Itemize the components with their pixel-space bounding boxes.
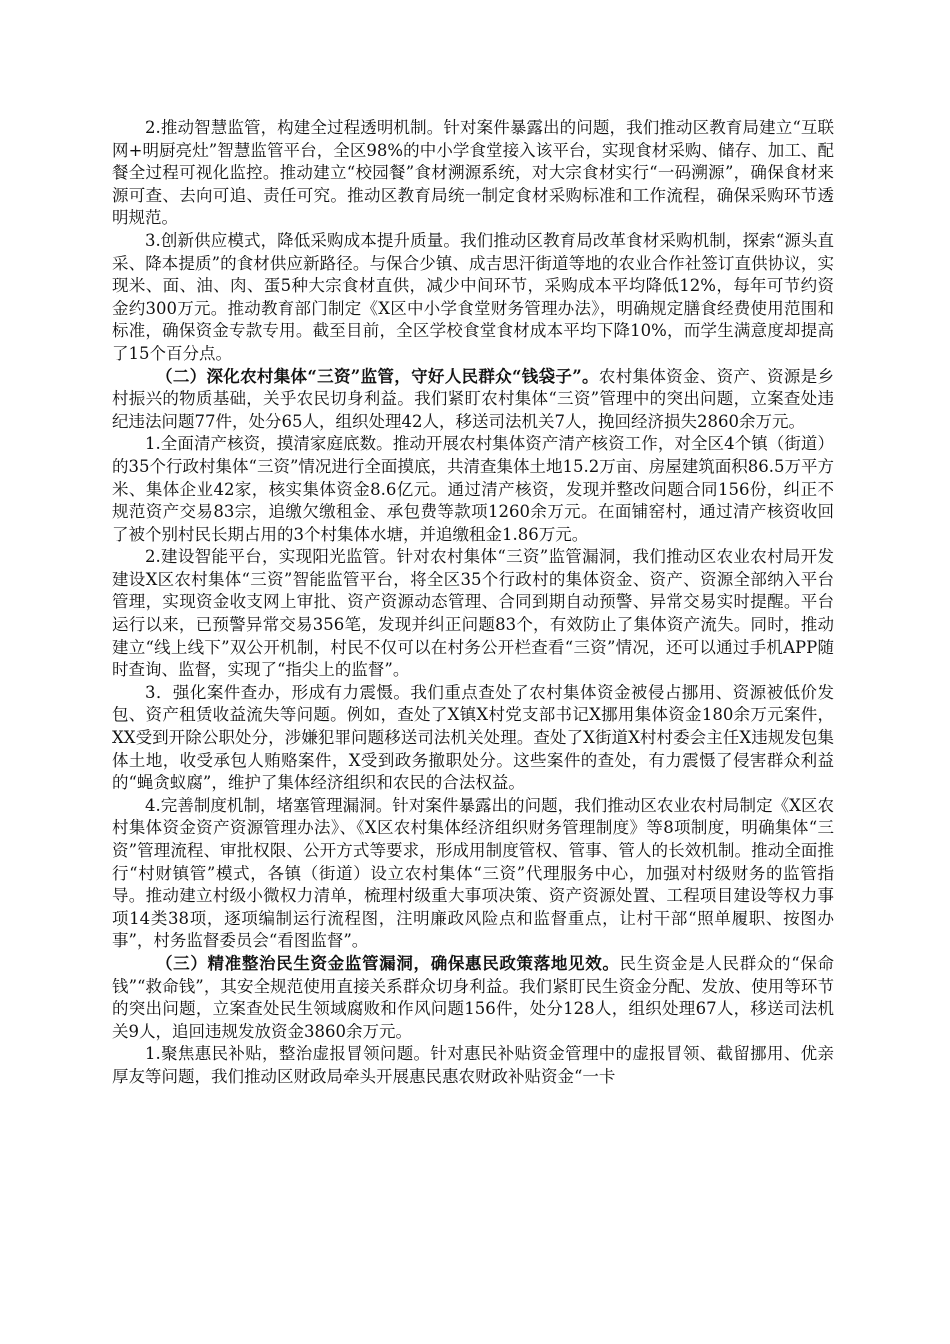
document-page (112, 117, 834, 1089)
paragraph-smart-platform: 2.建设智能平台，实现阳光监管。针对农村集体“三资”监管漏洞，我们推动区农业农村局开发建设X区农村集体“三资”智能监管平台，将全区35个行政村的集体资金、资产、资源全部纳入平台管理，实现资金收支网上审批、资产资源动态管理、合同到期自动预警、异常交易实时提醒。平台运行以来，已预警异常交易356笔，发现并纠正问题83个，有效防止了集体资产流失。同时，推动建立“线上线下”双公开机制，村民不仅可以在村务公开栏查看“三资”情况，还可以通过手机APP随时查询、监督，实现了“指尖上的监督”。 (112, 547, 834, 680)
paragraph-asset-verification: 1.全面清产核资，摸清家庭底数。推动开展农村集体资产清产核资工作，对全区4个镇（街道）的35个行政村集体“三资”情况进行全面摸底，共清查集体土地15.2万亩、房屋建筑面积86.5万平方米、集体企业42家，核实集体资金8.6亿元。通过清产核资，发现并整改问题合同156份，纠正不规范资产交易83宗，追缴欠缴租金、承包费等款项1260余万元。在面铺窑村，通过清产核资收回了被个别村民长期占用的3个村集体水塘，并追缴租金1.86万元。 (112, 434, 834, 544)
paragraph-case-investigation: 3．强化案件查办，形成有力震慑。我们重点查处了农村集体资金被侵占挪用、资源被低价发包、资产租赁收益流失等问题。例如，查处了X镇X村党支部书记X挪用集体资金180余万元案件，XX受到开除公职处分，涉嫌犯罪问题移送司法机关处理。查处了X街道X村村委会主任X违规发包集体土地，收受承包人贿赂案件，X受到政务撤职处分。这些案件的查处，有力震慑了侵害群众利益的“蝇贪蚁腐”，维护了集体经济组织和农民的合法权益。 (112, 682, 834, 793)
section-body: 民生资金是人民群众的“保命钱”“救命钱”，其安全规范使用直接关系群众切身利益。我们紧盯民生资金分配、发放、使用等环节的突出问题，立案查处民生领域腐败和作风问题156件，处分128人，组织处理67人，移送司法机关9人，追回违规发放资金3860余万元。 (112, 953, 835, 1041)
section-livelihood-funds (112, 953, 834, 1043)
paragraph-supply-model: 3.创新供应模式，降低采购成本提升质量。我们推动区教育局改革食材采购机制，探索“源头直采、降本提质”的食材供应新路径。与保合少镇、成吉思汗街道等地的农业合作社签订直供协议，实现米、面、油、肉、蛋5种大宗食材直供，减少中间环节，采购成本平均降低12%，每年可节约资金约300万元。推动教育部门制定《X区中小学食堂财务管理办法》，明确规定膳食经费使用范围和标准，确保资金专款专用。截至目前，全区学校食堂食材成本平均下降10%，而学生满意度却提高了15个百分点。 (112, 230, 834, 363)
section-body: 农村集体资金、资产、资源是乡村振兴的物质基础，关乎农民切身利益。我们紧盯农村集体“三资”管理中的突出问题，立案查处违纪违法问题77件，处分65人，组织处理42人，移送司法机关7人，挽回经济损失2860余万元。 (112, 366, 835, 431)
section-heading: （三）精准整治民生资金监管漏洞，确保惠民政策落地见效。 (156, 953, 620, 973)
paragraph-institutional-mechanism: 4.完善制度机制，堵塞管理漏洞。针对案件暴露出的问题，我们推动区农业农村局制定《X区农村集体资金资产资源管理办法》、《X区农村集体经济组织财务管理制度》等8项制度，明确集体“三资”管理流程、审批权限、公开方式等要求，形成用制度管权、管事、管人的长效机制。推动全面推行“村财镇管”模式，各镇（街道）设立农村集体“三资”代理服务中心，加强对村级财务的监管指导。推动建立村级小微权力清单，梳理村级重大事项决策、资产资源处置、工程项目建设等权力事项14类38项，逐项编制运行流程图，注明廉政风险点和监督重点，让村干部“照单履职、按图办事”，村务监督委员会“看图监督”。 (112, 795, 834, 951)
paragraph-subsidy-fraud: 1.聚焦惠民补贴，整治虚报冒领问题。针对惠民补贴资金管理中的虚报冒领、截留挪用、优亲厚友等问题，我们推动区财政局牵头开展惠民惠农财政补贴资金“一卡 (112, 1044, 834, 1086)
section-rural-collective-assets (112, 366, 834, 434)
paragraph-smart-supervision: 2.推动智慧监管，构建全过程透明机制。针对案件暴露出的问题，我们推动区教育局建立“互联网+明厨亮灶”智慧监管平台，全区98%的中小学食堂接入该平台，实现食材采购、储存、加工、配餐全过程可视化监控。推动建立“校园餐”食材溯源系统，对大宗食材实行“一码溯源”，确保食材来源可查、去向可追、责任可究。推动区教育局统一制定食材采购标准和工作流程，确保采购环节透明规范。 (112, 118, 834, 228)
section-heading: （二）深化农村集体“三资”监管，守好人民群众“钱袋子”。 (156, 366, 599, 386)
